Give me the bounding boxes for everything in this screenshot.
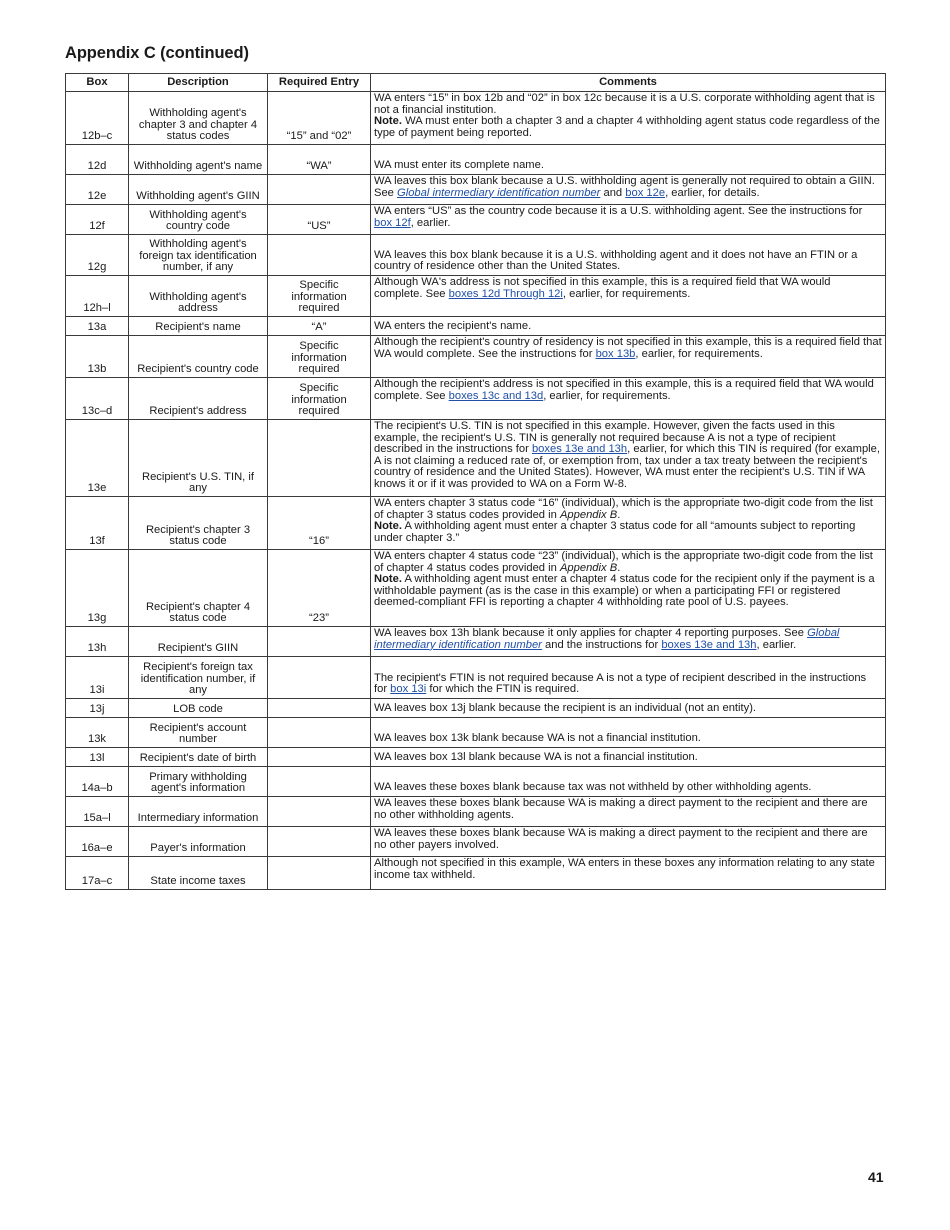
box-cell: 13h xyxy=(66,627,129,657)
comment-text: and xyxy=(600,186,626,199)
link-global-intermediary-identification-number[interactable]: Global intermediary identification number xyxy=(397,186,601,199)
comments-cell xyxy=(371,276,886,317)
comment-text: WA leaves this box blank because it is a U.S. withholding agent and it does not have an FTIN or a country of residence other than the United States. xyxy=(374,248,858,273)
comment-text: , earlier, for requirements. xyxy=(635,347,763,360)
description-cell: Primary withholding agent's information xyxy=(129,767,268,797)
box-cell: 13e xyxy=(66,420,129,497)
description-cell: LOB code xyxy=(129,699,268,718)
comment-text: , earlier, for requirements. xyxy=(543,389,671,402)
description-cell: State income taxes xyxy=(129,857,268,890)
description-cell: Recipient's U.S. TIN, if any xyxy=(129,420,268,497)
table-row xyxy=(66,797,886,827)
table-row xyxy=(66,718,886,748)
required-entry-cell xyxy=(268,718,371,748)
description-cell: Withholding agent's GIIN xyxy=(129,175,268,205)
table-row xyxy=(66,767,886,797)
link-boxes-13e-and-13h[interactable]: boxes 13e and 13h xyxy=(531,443,628,456)
header-box: Box xyxy=(66,74,129,92)
required-entry-cell xyxy=(268,797,371,827)
required-entry-cell: Specific information required xyxy=(268,378,371,420)
comment-text: The recipient's U.S. TIN is not specified in this example. However, given the facts used in this example, the recipient's U.S. TIN is generally not required because A is not a type of recipient described in the instructions for xyxy=(374,420,836,456)
required-entry-cell xyxy=(268,699,371,718)
table-row xyxy=(66,92,886,145)
box-cell: 13k xyxy=(66,718,129,748)
page-title: Appendix C (continued) xyxy=(65,44,249,62)
comment-text: Although WA's address is not specified in this example, this is a required field that WA would complete. See xyxy=(374,276,831,300)
table-row xyxy=(66,145,886,175)
description-cell: Recipient's chapter 4 status code xyxy=(129,550,268,627)
comment-text: WA leaves box 13j blank because the recipient is an individual (not an entity). xyxy=(374,702,757,715)
box-cell: 12d xyxy=(66,145,129,175)
comment-text: WA leaves this box blank because a U.S. withholding agent is generally not required to obtain a GIIN. See xyxy=(374,175,875,199)
link-box-12e[interactable]: box 12e xyxy=(625,186,666,199)
box-cell: 13a xyxy=(66,317,129,336)
appendix-b-reference: Appendix B xyxy=(559,561,618,574)
box-cell: 12b–c xyxy=(66,92,129,145)
description-cell: Recipient's account number xyxy=(129,718,268,748)
required-entry-cell xyxy=(268,827,371,857)
comment-text: WA leaves these boxes blank because tax was not withheld by other withholding agents. xyxy=(374,781,812,794)
comments-cell xyxy=(371,657,886,699)
description-cell: Withholding agent's country code xyxy=(129,205,268,235)
description-cell: Recipient's GIIN xyxy=(129,627,268,657)
comment-text: , earlier, for details. xyxy=(665,186,760,199)
required-entry-cell: “US” xyxy=(268,205,371,235)
comments-cell xyxy=(371,317,886,336)
table-row xyxy=(66,627,886,657)
link-global-intermediary-identification-number[interactable]: Global intermediary identification number xyxy=(374,627,840,651)
comment-text: for which the FTIN is required. xyxy=(426,683,580,696)
comment-text: , earlier, for requirements. xyxy=(562,287,691,300)
comment-text: A withholding agent must enter a chapter 3 status code for all “amounts subject to reporting under chapter 3.” xyxy=(374,520,856,544)
table-row xyxy=(66,175,886,205)
comments-cell xyxy=(371,92,886,145)
header-description: Description xyxy=(129,74,268,92)
description-cell: Recipient's date of birth xyxy=(129,748,268,767)
note-label: Note. xyxy=(374,115,402,128)
box-cell: 12g xyxy=(66,235,129,276)
table-row xyxy=(66,657,886,699)
required-entry-cell xyxy=(268,627,371,657)
required-entry-cell: “A” xyxy=(268,317,371,336)
table-row xyxy=(66,550,886,627)
box-cell: 13b xyxy=(66,336,129,378)
comments-cell xyxy=(371,718,886,748)
comment-text: The recipient's FTIN is not required because A is not a type of recipient described in the instructions for xyxy=(374,671,867,696)
required-entry-cell: “15” and “02” xyxy=(268,92,371,145)
comment-text: Although the recipient's country of residency is not specified in this example, this is a required field that WA would complete. See the instructions for xyxy=(374,336,882,360)
table-row xyxy=(66,857,886,890)
required-entry-cell: “23” xyxy=(268,550,371,627)
comments-cell xyxy=(371,175,886,205)
comment-text: WA enters “US” as the country code because it is a U.S. withholding agent. See the instructions for xyxy=(374,205,863,217)
appendix-b-reference: Appendix B xyxy=(559,508,618,521)
required-entry-cell xyxy=(268,857,371,890)
note-label: Note. xyxy=(374,573,402,586)
box-cell: 13j xyxy=(66,699,129,718)
link-box-13i[interactable]: box 13i xyxy=(390,683,427,696)
required-entry-cell xyxy=(268,748,371,767)
comments-cell xyxy=(371,797,886,827)
page-number: 41 xyxy=(868,1169,884,1185)
comment-text: WA must enter its complete name. xyxy=(374,159,544,172)
comment-text: WA leaves these boxes blank because WA is making a direct payment to the recipient and there are no other payers involved. xyxy=(374,827,868,851)
table-row xyxy=(66,235,886,276)
comment-text: , earlier. xyxy=(756,638,797,651)
comments-cell xyxy=(371,748,886,767)
table-row xyxy=(66,827,886,857)
required-entry-cell: “WA” xyxy=(268,145,371,175)
link-box-13b[interactable]: box 13b xyxy=(595,347,636,360)
box-cell: 13g xyxy=(66,550,129,627)
table-row xyxy=(66,276,886,317)
box-cell: 13l xyxy=(66,748,129,767)
description-cell: Withholding agent's address xyxy=(129,276,268,317)
appendix-c-table xyxy=(65,73,886,890)
comments-cell xyxy=(371,205,886,235)
required-entry-cell xyxy=(268,420,371,497)
table-row xyxy=(66,205,886,235)
description-cell: Recipient's country code xyxy=(129,336,268,378)
comment-text: Although the recipient's address is not specified in this example, this is a required field that WA would complete. See xyxy=(374,378,874,402)
comments-cell xyxy=(371,627,886,657)
comment-text: WA enters chapter 4 status code “23” (individual), which is the appropriate two-digit code from the list of chapter 4 status codes provided in xyxy=(374,550,873,574)
table-header-row xyxy=(66,74,886,92)
comments-cell xyxy=(371,336,886,378)
table-row xyxy=(66,420,886,497)
comment-text: , earlier. xyxy=(410,216,451,229)
comments-cell xyxy=(371,857,886,890)
box-cell: 14a–b xyxy=(66,767,129,797)
link-box-12f[interactable]: box 12f xyxy=(374,216,411,229)
description-cell: Withholding agent's chapter 3 and chapter 4 status codes xyxy=(129,92,268,145)
comment-text: . xyxy=(617,561,621,574)
description-cell: Intermediary information xyxy=(129,797,268,827)
box-cell: 13f xyxy=(66,497,129,550)
description-cell: Recipient's chapter 3 status code xyxy=(129,497,268,550)
box-cell: 12h–l xyxy=(66,276,129,317)
required-entry-cell xyxy=(268,767,371,797)
box-cell: 16a–e xyxy=(66,827,129,857)
comments-cell xyxy=(371,378,886,420)
required-entry-cell xyxy=(268,175,371,205)
box-cell: 12e xyxy=(66,175,129,205)
link-boxes-13c-and-13d[interactable]: boxes 13c and 13d xyxy=(448,389,544,402)
box-cell: 13i xyxy=(66,657,129,699)
comments-cell xyxy=(371,550,886,627)
comment-text: WA must enter both a chapter 3 and a chapter 4 withholding agent status code regardless of the type of payment being reported. xyxy=(374,115,880,139)
comment-text: , earlier, for which this TIN is required (for example, A is not claiming a reduced rate of, or exemption from, tax under a tax treaty between the recipient's country of residence and the United States). However, WA must enter the recipient's U.S. TIN if WA knows it or if it was provided to WA on a Form W-8. xyxy=(374,443,880,490)
table-row xyxy=(66,699,886,718)
comment-text: WA leaves box 13h blank because it only applies for chapter 4 reporting purposes. See xyxy=(374,627,808,639)
required-entry-cell xyxy=(268,657,371,699)
comments-cell xyxy=(371,827,886,857)
comments-cell xyxy=(371,420,886,497)
required-entry-cell: Specific information required xyxy=(268,276,371,317)
table-row xyxy=(66,336,886,378)
required-entry-cell: Specific information required xyxy=(268,336,371,378)
table-row xyxy=(66,378,886,420)
note-label: Note. xyxy=(374,520,402,533)
header-comments: Comments xyxy=(371,74,886,92)
comments-cell xyxy=(371,767,886,797)
comment-text: WA leaves box 13k blank because WA is not a financial institution. xyxy=(374,732,701,745)
link-boxes-13e-and-13h[interactable]: boxes 13e and 13h xyxy=(661,638,757,651)
table-row xyxy=(66,317,886,336)
comments-cell xyxy=(371,699,886,718)
comments-cell xyxy=(371,235,886,276)
header-required-entry: Required Entry xyxy=(268,74,371,92)
description-cell: Recipient's address xyxy=(129,378,268,420)
description-cell: Recipient's foreign tax identification number, if any xyxy=(129,657,268,699)
comment-text: WA leaves these boxes blank because WA is making a direct payment to the recipient and there are no other withholding agents. xyxy=(374,797,868,821)
required-entry-cell: “16” xyxy=(268,497,371,550)
table-row xyxy=(66,748,886,767)
required-entry-cell xyxy=(268,235,371,276)
table-row xyxy=(66,497,886,550)
box-cell: 15a–l xyxy=(66,797,129,827)
box-cell: 12f xyxy=(66,205,129,235)
comment-text: . xyxy=(617,508,621,521)
comment-text: WA leaves box 13l blank because WA is not a financial institution. xyxy=(374,751,698,764)
link-boxes-12d-through-12i[interactable]: boxes 12d Through 12i xyxy=(448,287,563,300)
comment-text: WA enters chapter 3 status code “16” (individual), which is the appropriate two-digit code from the list of chapter 3 status codes provided in xyxy=(374,497,873,521)
comment-text: Although not specified in this example, WA enters in these boxes any information relating to any state income tax withheld. xyxy=(374,857,875,881)
comment-text: WA enters “15” in box 12b and “02” in box 12c because it is a U.S. corporate withholding agent that is not a financial institution. xyxy=(374,92,875,116)
description-cell: Payer's information xyxy=(129,827,268,857)
comment-text: WA enters the recipient's name. xyxy=(374,320,532,333)
comment-text: and the instructions for xyxy=(541,638,662,651)
description-cell: Withholding agent's foreign tax identification number, if any xyxy=(129,235,268,276)
comments-cell xyxy=(371,497,886,550)
box-cell: 17a–c xyxy=(66,857,129,890)
description-cell: Recipient's name xyxy=(129,317,268,336)
comments-cell xyxy=(371,145,886,175)
box-cell: 13c–d xyxy=(66,378,129,420)
comment-text: A withholding agent must enter a chapter 4 status code for the recipient only if the payment is a withholdable payment (as is the case in this example) or when a participating FFI or registered deemed-compliant FFI is reporting a chapter 4 withholding rate pool of U.S. payees. xyxy=(374,573,875,609)
description-cell: Withholding agent's name xyxy=(129,145,268,175)
